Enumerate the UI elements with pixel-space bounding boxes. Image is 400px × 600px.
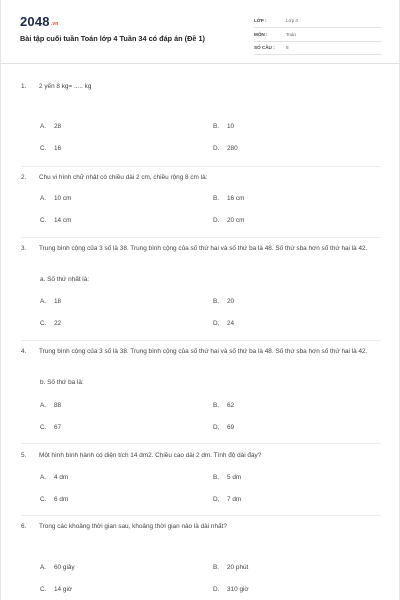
question-text: Trong các khoảng thời gian sau, khoảng thời gian nào là dài nhất? — [39, 523, 227, 530]
question-separator — [21, 515, 381, 516]
option-d[interactable]: D. 7 dm — [213, 496, 242, 503]
option-a[interactable]: A. 60 giây — [40, 564, 75, 571]
option-a[interactable]: A. 28 — [40, 123, 62, 130]
option-d[interactable]: D. 24 — [213, 320, 235, 327]
logo-suffix: .vn — [50, 21, 59, 27]
question-separator — [21, 443, 381, 444]
option-c[interactable]: C. 6 dm — [40, 496, 69, 503]
option-d[interactable]: D. 69 — [213, 424, 235, 431]
option-d[interactable]: D. 310 giờ — [213, 586, 249, 593]
option-a[interactable]: A. 4 dm — [40, 474, 69, 481]
question-separator — [21, 166, 381, 167]
question-text: Trung bình cộng của 3 số là 38. Trung bình cộng của số thứ hai và số thứ ba là 48. Số thứ sba hơn số thứ hai là 42. — [39, 245, 368, 252]
option-a[interactable]: A. 10 cm — [40, 195, 72, 202]
question-text: Trung bình cộng của 3 số là 38. Trung bình cộng của số thứ hai và số thứ ba là 48. Số thứ sba hơn số thứ hai là 42. — [39, 348, 368, 355]
meta-label: MÔN : — [254, 32, 268, 37]
option-b[interactable]: B. 62 — [213, 402, 235, 409]
page-header — [1, 0, 400, 64]
site-logo[interactable] — [20, 14, 59, 29]
question-separator — [21, 237, 381, 238]
question-number: 1. — [21, 83, 27, 90]
meta-value: 8 — [286, 45, 289, 50]
option-b[interactable]: B. 20 phút — [213, 564, 249, 571]
option-c[interactable]: C. 67 — [40, 424, 62, 431]
logo-main: 2048 — [20, 14, 50, 29]
page-title: Bài tập cuối tuần Toán lớp 4 Tuần 34 có đáp án (Đề 1) — [20, 34, 205, 43]
meta-label: LỚP : — [254, 18, 267, 23]
option-b[interactable]: B. 5 dm — [213, 474, 242, 481]
question-number: 2. — [21, 174, 27, 181]
option-d[interactable]: D. 280 — [213, 145, 238, 152]
question-text: Một hình bình hành có diện tích 14 dm2. Chiều cao dài 2 dm. Tính độ dài đáy? — [39, 452, 262, 459]
option-c[interactable]: C. 16 — [40, 145, 62, 152]
meta-value: Toán — [286, 32, 296, 37]
header-divider — [1, 63, 400, 64]
option-a[interactable]: A. 88 — [40, 402, 62, 409]
option-d[interactable]: D. 20 cm — [213, 217, 245, 224]
question-text: Chu vi hình chữ nhật có chiều dài 2 cm, chiều rộng 8 cm là: — [39, 174, 208, 181]
question-number: 3. — [21, 245, 27, 252]
sub-question: b. Số thứ ba là: — [40, 379, 84, 386]
question-number: 4. — [21, 348, 27, 355]
question-separator — [21, 340, 381, 341]
meta-subject — [254, 31, 382, 42]
meta-label: SỐ CÂU : — [254, 45, 275, 50]
option-c[interactable]: C. 22 — [40, 320, 62, 327]
meta-value: Lớp 4 — [286, 18, 298, 23]
option-c[interactable]: C. 14 cm — [40, 217, 72, 224]
question-number: 6. — [21, 523, 27, 530]
sub-question: a. Số thứ nhất là: — [40, 276, 90, 283]
meta-class — [254, 17, 382, 28]
option-c[interactable]: C. 14 giờ — [40, 586, 73, 593]
option-b[interactable]: B. 10 — [213, 123, 235, 130]
question-number: 5. — [21, 452, 27, 459]
meta-question-count — [254, 44, 382, 55]
option-a[interactable]: A. 18 — [40, 298, 62, 305]
question-text: 2 yến 8 kg= ..... kg — [39, 83, 92, 90]
option-b[interactable]: B. 16 cm — [213, 195, 245, 202]
option-b[interactable]: B. 20 — [213, 298, 235, 305]
